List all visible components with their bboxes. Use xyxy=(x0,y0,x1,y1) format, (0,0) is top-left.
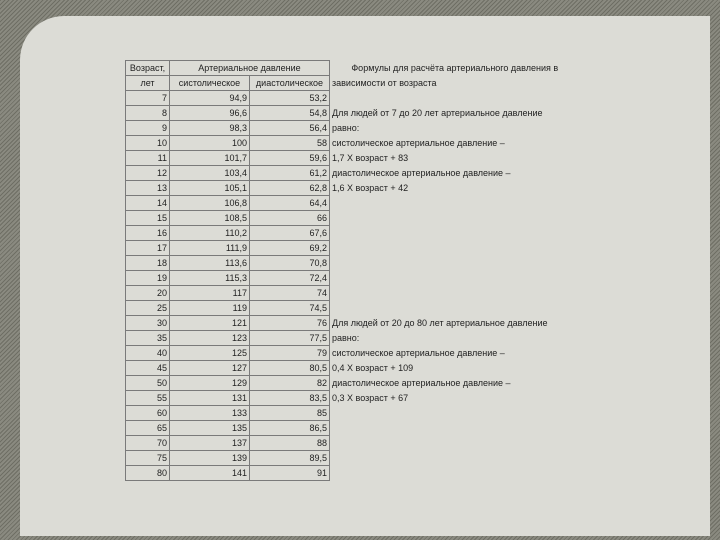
systolic-cell: 108,5 xyxy=(170,211,250,226)
age-cell: 80 xyxy=(126,466,170,481)
formula-text-cell xyxy=(330,271,580,286)
diastolic-cell: 59,6 xyxy=(250,151,330,166)
age-cell: 30 xyxy=(126,316,170,331)
diastolic-cell: 69,2 xyxy=(250,241,330,256)
table-row xyxy=(126,226,580,241)
formula-text-cell: 1,6 Х возраст + 42 xyxy=(330,181,580,196)
systolic-cell: 119 xyxy=(170,301,250,316)
formula-text-cell xyxy=(330,226,580,241)
diastolic-cell: 58 xyxy=(250,136,330,151)
age-cell: 70 xyxy=(126,436,170,451)
diastolic-cell: 56,4 xyxy=(250,121,330,136)
formula-text-cell: равно: xyxy=(330,121,580,136)
diastolic-cell: 67,6 xyxy=(250,226,330,241)
age-cell: 60 xyxy=(126,406,170,421)
table-row xyxy=(126,421,580,436)
formula-subheader: зависимости от возраста xyxy=(330,76,580,91)
diastolic-cell: 53,2 xyxy=(250,91,330,106)
age-cell: 7 xyxy=(126,91,170,106)
formula-text-cell xyxy=(330,301,580,316)
diastolic-cell: 80,5 xyxy=(250,361,330,376)
diastolic-cell: 83,5 xyxy=(250,391,330,406)
formula-text-cell: диастолическое артериальное давление – xyxy=(330,376,580,391)
diastolic-cell: 54,8 xyxy=(250,106,330,121)
age-unit-header: лет xyxy=(126,76,170,91)
table-row xyxy=(126,376,580,391)
age-cell: 45 xyxy=(126,361,170,376)
blood-pressure-table xyxy=(125,60,580,481)
diastolic-cell: 85 xyxy=(250,406,330,421)
age-cell: 15 xyxy=(126,211,170,226)
systolic-cell: 113,6 xyxy=(170,256,250,271)
systolic-cell: 139 xyxy=(170,451,250,466)
systolic-cell: 100 xyxy=(170,136,250,151)
table-row xyxy=(126,271,580,286)
systolic-cell: 94,9 xyxy=(170,91,250,106)
systolic-cell: 141 xyxy=(170,466,250,481)
table-row xyxy=(126,211,580,226)
table-row xyxy=(126,166,580,181)
age-cell: 20 xyxy=(126,286,170,301)
formula-text-cell xyxy=(330,286,580,301)
table-row xyxy=(126,256,580,271)
age-cell: 25 xyxy=(126,301,170,316)
table-row xyxy=(126,466,580,481)
systolic-cell: 106,8 xyxy=(170,196,250,211)
age-header: Возраст, xyxy=(126,61,170,76)
table-body xyxy=(126,61,580,481)
systolic-cell: 110,2 xyxy=(170,226,250,241)
systolic-cell: 101,7 xyxy=(170,151,250,166)
systolic-cell: 111,9 xyxy=(170,241,250,256)
bp-header: Артериальное давление xyxy=(170,61,330,76)
diastolic-cell: 66 xyxy=(250,211,330,226)
table-row xyxy=(126,391,580,406)
table-row xyxy=(126,301,580,316)
formula-text-cell: систолическое артериальное давление – xyxy=(330,346,580,361)
age-cell: 10 xyxy=(126,136,170,151)
diastolic-cell: 74,5 xyxy=(250,301,330,316)
age-cell: 50 xyxy=(126,376,170,391)
formula-text-cell xyxy=(330,466,580,481)
systolic-cell: 103,4 xyxy=(170,166,250,181)
formula-text-cell xyxy=(330,211,580,226)
formula-text-cell xyxy=(330,421,580,436)
diastolic-cell: 72,4 xyxy=(250,271,330,286)
formula-text-cell: 0,4 Х возраст + 109 xyxy=(330,361,580,376)
diastolic-cell: 70,8 xyxy=(250,256,330,271)
formula-text-cell xyxy=(330,406,580,421)
systolic-cell: 96,6 xyxy=(170,106,250,121)
formula-text-cell: 0,3 Х возраст + 67 xyxy=(330,391,580,406)
systolic-cell: 133 xyxy=(170,406,250,421)
diastolic-cell: 88 xyxy=(250,436,330,451)
diastolic-cell: 61,2 xyxy=(250,166,330,181)
diastolic-cell: 62,8 xyxy=(250,181,330,196)
systolic-cell: 121 xyxy=(170,316,250,331)
blood-pressure-table-sheet xyxy=(125,60,595,480)
systolic-cell: 131 xyxy=(170,391,250,406)
systolic-cell: 117 xyxy=(170,286,250,301)
diastolic-cell: 82 xyxy=(250,376,330,391)
age-cell: 16 xyxy=(126,226,170,241)
table-row xyxy=(126,241,580,256)
age-cell: 8 xyxy=(126,106,170,121)
age-cell: 75 xyxy=(126,451,170,466)
table-row xyxy=(126,91,580,106)
systolic-cell: 125 xyxy=(170,346,250,361)
age-cell: 11 xyxy=(126,151,170,166)
age-cell: 12 xyxy=(126,166,170,181)
diastolic-cell: 89,5 xyxy=(250,451,330,466)
systolic-cell: 123 xyxy=(170,331,250,346)
age-cell: 17 xyxy=(126,241,170,256)
header-row-2 xyxy=(126,76,580,91)
age-cell: 35 xyxy=(126,331,170,346)
formula-text-cell: Для людей от 20 до 80 лет артериальное давление xyxy=(330,316,580,331)
diastolic-cell: 91 xyxy=(250,466,330,481)
formula-text-cell: систолическое артериальное давление – xyxy=(330,136,580,151)
formula-text-cell xyxy=(330,241,580,256)
diastolic-cell: 77,5 xyxy=(250,331,330,346)
table-row xyxy=(126,181,580,196)
table-row xyxy=(126,151,580,166)
diastolic-cell: 76 xyxy=(250,316,330,331)
formula-text-cell: Для людей от 7 до 20 лет артериальное давление xyxy=(330,106,580,121)
table-row xyxy=(126,196,580,211)
age-cell: 9 xyxy=(126,121,170,136)
age-cell: 55 xyxy=(126,391,170,406)
diastolic-cell: 86,5 xyxy=(250,421,330,436)
systolic-cell: 137 xyxy=(170,436,250,451)
diastolic-cell: 64,4 xyxy=(250,196,330,211)
age-cell: 19 xyxy=(126,271,170,286)
header-row-1 xyxy=(126,61,580,76)
systolic-cell: 115,3 xyxy=(170,271,250,286)
age-cell: 65 xyxy=(126,421,170,436)
formula-text-cell: диастолическое артериальное давление – xyxy=(330,166,580,181)
formula-text-cell xyxy=(330,196,580,211)
table-row xyxy=(126,121,580,136)
table-row xyxy=(126,451,580,466)
age-cell: 18 xyxy=(126,256,170,271)
age-cell: 14 xyxy=(126,196,170,211)
table-row xyxy=(126,346,580,361)
systolic-cell: 105,1 xyxy=(170,181,250,196)
age-cell: 13 xyxy=(126,181,170,196)
diastolic-cell: 79 xyxy=(250,346,330,361)
formula-text-cell: равно: xyxy=(330,331,580,346)
diastolic-cell: 74 xyxy=(250,286,330,301)
table-row xyxy=(126,331,580,346)
formula-text-cell xyxy=(330,436,580,451)
table-row xyxy=(126,406,580,421)
age-cell: 40 xyxy=(126,346,170,361)
formula-text-cell xyxy=(330,451,580,466)
table-row xyxy=(126,286,580,301)
table-row xyxy=(126,136,580,151)
formula-header: Формулы для расчёта артериального давления в xyxy=(330,61,580,76)
systolic-header: систолическое xyxy=(170,76,250,91)
table-row xyxy=(126,361,580,376)
systolic-cell: 98,3 xyxy=(170,121,250,136)
formula-text-cell: 1,7 Х возраст + 83 xyxy=(330,151,580,166)
diastolic-header: диастолическое xyxy=(250,76,330,91)
table-row xyxy=(126,436,580,451)
systolic-cell: 135 xyxy=(170,421,250,436)
formula-text-cell xyxy=(330,91,580,106)
formula-text-cell xyxy=(330,256,580,271)
systolic-cell: 129 xyxy=(170,376,250,391)
systolic-cell: 127 xyxy=(170,361,250,376)
table-row xyxy=(126,316,580,331)
table-row xyxy=(126,106,580,121)
